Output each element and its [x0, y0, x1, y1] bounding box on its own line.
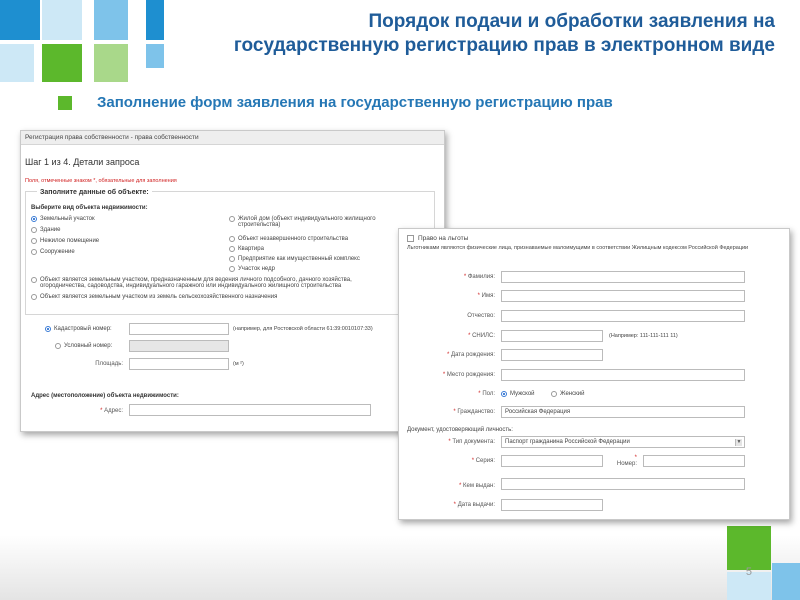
- doc-type-value: Паспорт гражданина Российской Федерации: [505, 439, 630, 445]
- series-input[interactable]: [501, 455, 603, 467]
- radio-icon[interactable]: [551, 391, 557, 397]
- doc-type-select[interactable]: [501, 436, 745, 448]
- radio-icon[interactable]: [45, 326, 51, 332]
- conditional-number-input[interactable]: [129, 340, 229, 352]
- slide-subtitle: Заполнение форм заявления на государственную регистрацию прав: [97, 94, 613, 111]
- birth-date-input[interactable]: [501, 349, 603, 361]
- name-label: * Имя:: [477, 293, 495, 299]
- decor-square: [727, 526, 771, 570]
- birth-place-input[interactable]: [501, 369, 745, 381]
- radio-icon[interactable]: [229, 216, 235, 222]
- issue-date-input[interactable]: [501, 499, 603, 511]
- page-number: 5: [745, 566, 752, 578]
- radio-gender-female[interactable]: Женский: [551, 391, 584, 397]
- radio-icon[interactable]: [31, 238, 37, 244]
- decor-square: [42, 44, 82, 82]
- address-section-label: Адрес (местоположение) объекта недвижимости:: [31, 393, 179, 399]
- surname-input[interactable]: [501, 271, 745, 283]
- applicant-form: [398, 228, 790, 520]
- decor-square: [146, 0, 164, 40]
- issued-by-label: * Кем выдан:: [459, 483, 495, 489]
- area-label: Площадь:: [95, 361, 123, 367]
- benefit-checkbox[interactable]: Право на льготы: [407, 235, 468, 242]
- slide-title-line1: Порядок подачи и обработки заявления на: [368, 11, 775, 32]
- radio-enterprise[interactable]: Предприятие как имущественный комплекс: [229, 256, 360, 262]
- radio-unfinished-construction[interactable]: Объект незавершенного строительства: [229, 236, 348, 242]
- chevron-down-icon[interactable]: ▼: [736, 439, 742, 445]
- number-input[interactable]: [643, 455, 745, 467]
- birth-place-label: * Место рождения:: [442, 372, 495, 378]
- radio-icon[interactable]: [31, 277, 37, 283]
- radio-residential-house[interactable]: Жилой дом (объект индивидуального жилищного строительства): [229, 216, 409, 228]
- decor-square: [42, 0, 82, 40]
- radio-building[interactable]: Здание: [31, 227, 60, 233]
- area-input[interactable]: [129, 358, 229, 370]
- object-details-form: [20, 130, 445, 432]
- radio-icon[interactable]: [31, 294, 37, 300]
- step-title: Шаг 1 из 4. Детали запроса: [25, 157, 140, 167]
- radio-cadastral[interactable]: Кадастровый номер:: [45, 326, 112, 332]
- checkbox-icon[interactable]: [407, 235, 414, 242]
- fieldset-legend: Заполните данные об объекте:: [37, 189, 152, 196]
- doc-type-label: * Тип документа:: [448, 439, 495, 445]
- required-note: Поля, отмеченные знаком *, обязательные для заполнения: [25, 178, 177, 184]
- radio-icon[interactable]: [229, 266, 235, 272]
- radio-conditional[interactable]: Условный номер:: [55, 343, 112, 349]
- decor-square: [94, 44, 128, 82]
- radio-icon[interactable]: [229, 256, 235, 262]
- decor-square: [0, 0, 40, 40]
- snils-label: * СНИЛС:: [468, 333, 495, 339]
- form-header: Регистрация права собственности - права собственности: [21, 131, 444, 145]
- radio-gender-male[interactable]: Мужской: [501, 391, 535, 397]
- radio-non-residential[interactable]: Нежилое помещение: [31, 238, 99, 244]
- radio-subsoil[interactable]: Участок недр: [229, 266, 275, 272]
- birth-date-label: * Дата рождения:: [446, 352, 495, 358]
- snils-hint: (Например: 111-111-111 11): [609, 333, 678, 339]
- patronymic-input[interactable]: [501, 310, 745, 322]
- radio-apartment[interactable]: Квартира: [229, 246, 264, 252]
- radio-icon[interactable]: [501, 391, 507, 397]
- bottom-band: [0, 535, 800, 600]
- number-label: * Номер:: [616, 455, 637, 467]
- radio-land-personal[interactable]: Объект является земельным участком, предназначенным для ведения личного подсобного, дачного хозяйства, огородничества, садоводства, индивидуального гаражного или индивидуального жилищного строительства: [31, 277, 391, 289]
- bullet-square-icon: [58, 96, 72, 110]
- benefit-note: Льготниками являются физические лица, признаваемые малоимущими в соответствии Жилищным кодексом Российской Федерации: [407, 245, 749, 251]
- decor-square: [772, 563, 800, 600]
- address-label: * Адрес:: [100, 408, 123, 414]
- radio-icon[interactable]: [229, 236, 235, 242]
- slide-title-line2: государственную регистрацию прав в электронном виде: [233, 35, 775, 56]
- radio-icon[interactable]: [31, 249, 37, 255]
- radio-icon[interactable]: [31, 216, 37, 222]
- radio-land-plot[interactable]: Земельный участок: [31, 216, 95, 222]
- citizenship-input[interactable]: Российская Федерация: [501, 406, 745, 418]
- surname-label: * Фамилия:: [463, 274, 495, 280]
- name-input[interactable]: [501, 290, 745, 302]
- document-section-label: Документ, удостоверяющий личность:: [407, 427, 513, 433]
- object-type-label: Выберите вид объекта недвижимости:: [31, 205, 148, 211]
- gender-label: * Пол:: [478, 391, 495, 397]
- area-unit: (м ²): [233, 361, 244, 367]
- decor-square: [94, 0, 128, 40]
- radio-icon[interactable]: [55, 343, 61, 349]
- decor-square: [0, 44, 34, 82]
- cadastral-hint: (например, для Ростовской области 61:39:0010107:33): [233, 326, 373, 332]
- slide-title: [175, 10, 775, 58]
- radio-structure[interactable]: Сооружение: [31, 249, 75, 255]
- radio-land-agricultural[interactable]: Объект является земельным участком из земель сельскохозяйственного назначения: [31, 294, 277, 300]
- cadastral-number-input[interactable]: [129, 323, 229, 335]
- decor-square: [146, 44, 164, 68]
- address-input[interactable]: [129, 404, 371, 416]
- citizenship-label: * Гражданство:: [453, 409, 495, 415]
- snils-input[interactable]: [501, 330, 603, 342]
- series-label: * Серия:: [471, 458, 495, 464]
- radio-icon[interactable]: [229, 246, 235, 252]
- patronymic-label: Отчество:: [467, 313, 495, 319]
- issue-date-label: * Дата выдачи:: [453, 502, 495, 508]
- radio-icon[interactable]: [31, 227, 37, 233]
- issued-by-input[interactable]: [501, 478, 745, 490]
